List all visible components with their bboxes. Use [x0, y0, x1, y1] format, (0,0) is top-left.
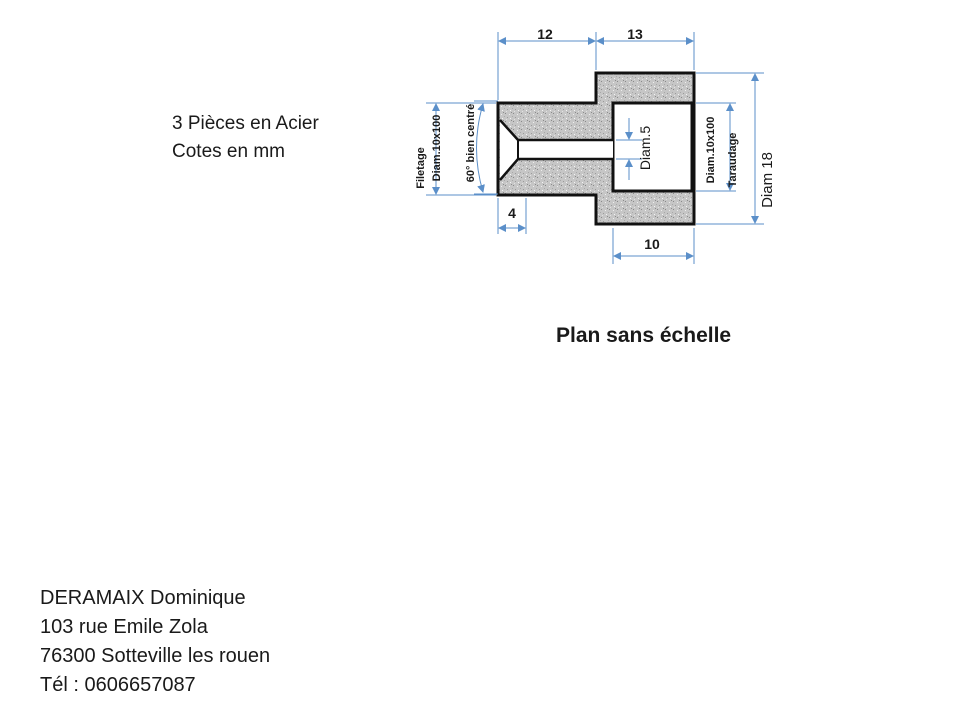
dim-label-60deg: 60° bien centré — [465, 103, 477, 183]
dim-label-diam18: Diam 18 — [759, 152, 776, 208]
address-city: 76300 Sotteville les rouen — [40, 645, 271, 667]
dim-label-10: 10 — [644, 236, 660, 252]
dim-label-tap-2: Taraudage — [727, 132, 739, 188]
address-phone: Tél : 0606657087 — [40, 674, 196, 696]
dim-label-thread-1: Filetage — [415, 147, 427, 189]
address-block — [40, 584, 270, 700]
material-note-line2: Cotes en mm — [172, 141, 285, 162]
dim-label-13: 13 — [627, 26, 643, 42]
dim-arc-60deg — [477, 104, 484, 192]
material-note-line1: 3 Pièces en Acier — [172, 113, 319, 134]
dim-label-4: 4 — [508, 205, 516, 221]
address-street: 103 rue Emile Zola — [40, 616, 208, 638]
dim-label-tap-1: Diam.10x100 — [705, 116, 717, 184]
dim-label-12: 12 — [537, 26, 553, 42]
dim-label-diam5: Diam.5 — [637, 125, 653, 171]
drawing-caption: Plan sans échelle — [556, 324, 732, 347]
part-section — [498, 73, 694, 224]
address-name: DERAMAIX Dominique — [40, 587, 246, 609]
dim-label-thread-2: Diam.10x100 — [431, 114, 443, 182]
